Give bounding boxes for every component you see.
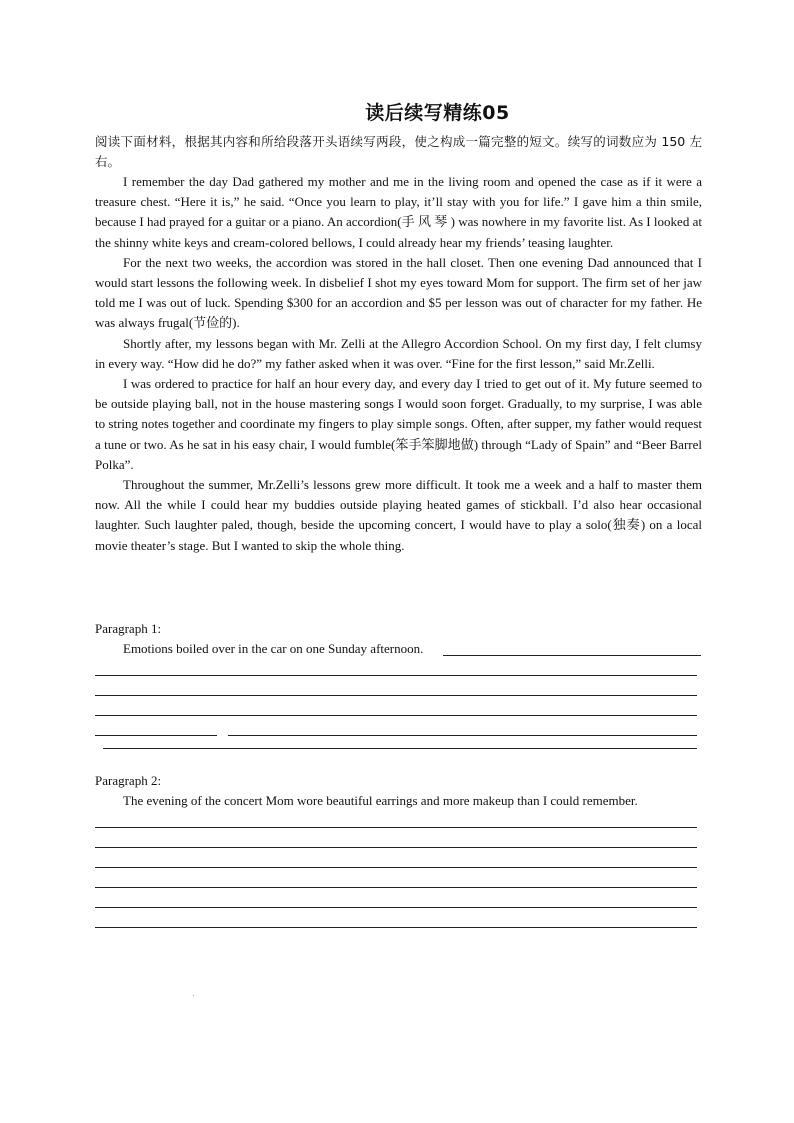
paragraph1-answer-line[interactable] — [95, 695, 697, 696]
page-title: 读后续写精练05 — [365, 102, 510, 124]
passage-paragraph: For the next two weeks, the accordion was stored in the hall closet. Then one evening Dad announced that I would start lessons the following week. In disbelief I shot my eyes toward Mom for support. The firm set of her jaw told me I was out of luck. Spending $300 for an accordion and $5 per lesson was out of character for my father. He was always frugal(节俭的). — [95, 254, 702, 331]
paragraph1-answer-line[interactable] — [95, 715, 697, 716]
paragraph2-prompt: The evening of the concert Mom wore beautiful earrings and more makeup than I could remember. — [123, 793, 638, 808]
paragraph1-answer-line[interactable] — [228, 735, 697, 736]
reading-passage — [95, 172, 702, 556]
passage-paragraph: Throughout the summer, Mr.Zelli’s lessons grew more difficult. It took me a week and a half to master them now. All the while I could hear my buddies outside playing heated games of stickball. I’d also hear occasional laughter. Such laughter paled, though, beside the upcoming concert, I would have to play a solo(独奏) on a local movie theater’s stage. But I wanted to skip the whole thing. — [95, 477, 702, 553]
paragraph2-answer-line[interactable] — [95, 927, 697, 928]
passage-paragraph: I remember the day Dad gathered my mother and me in the living room and opened the case as if it were a treasure chest. “Here it is,” he said. “Once you learn to play, it’ll stay with you for life.” I gave him a thin smile, because I had prayed for a guitar or a piano. An accordion(手 风 琴 ) was nowhere in my favorite list. As I looked at the shinny white keys and cream-colored bellows, I could already hear my friends’ teasing laughter. — [95, 174, 702, 250]
paragraph2-answer-line[interactable] — [95, 867, 697, 868]
paragraph1-label: Paragraph 1: — [95, 621, 162, 636]
paragraph1-answer-line[interactable] — [443, 655, 701, 656]
paragraph1-answer-line[interactable] — [103, 748, 697, 749]
paragraph2-answer-line[interactable] — [95, 827, 697, 828]
paragraph1-answer-line[interactable] — [95, 675, 697, 676]
paragraph2-label: Paragraph 2: — [95, 773, 162, 788]
paragraph2-answer-line[interactable] — [95, 847, 697, 848]
passage-paragraph: Shortly after, my lessons began with Mr. Zelli at the Allegro Accordion School. On my first day, I felt clumsy in every way. “How did he do?” my father asked when it was over. “Fine for the first lesson,” said Mr.Zelli. — [95, 335, 702, 371]
paragraph1-prompt: Emotions boiled over in the car on one Sunday afternoon. — [123, 641, 424, 656]
passage-paragraph: I was ordered to practice for half an hour every day, and every day I tried to get out of it. My future seemed to be outside playing ball, not in the house mastering songs I would soon forget. Gradually, to my surprise, I was able to string notes together and coordinate my fingers to play simple songs. Often, after supper, my father would request a tune or two. As he sat in his easy chair, I would fumble(笨手笨脚地做) through “Lady of Spain” and “Beer Barrel Polka”. — [95, 376, 702, 472]
stray-dot — [193, 995, 194, 996]
paragraph1-answer-line[interactable] — [95, 735, 217, 736]
paragraph2-answer-line[interactable] — [95, 887, 697, 888]
paragraph2-answer-line[interactable] — [95, 907, 697, 908]
instructions: 阅读下面材料，根据其内容和所给段落开头语续写两段，使之构成一篇完整的短文。续写的词数应为 150 左右。 — [95, 134, 702, 169]
